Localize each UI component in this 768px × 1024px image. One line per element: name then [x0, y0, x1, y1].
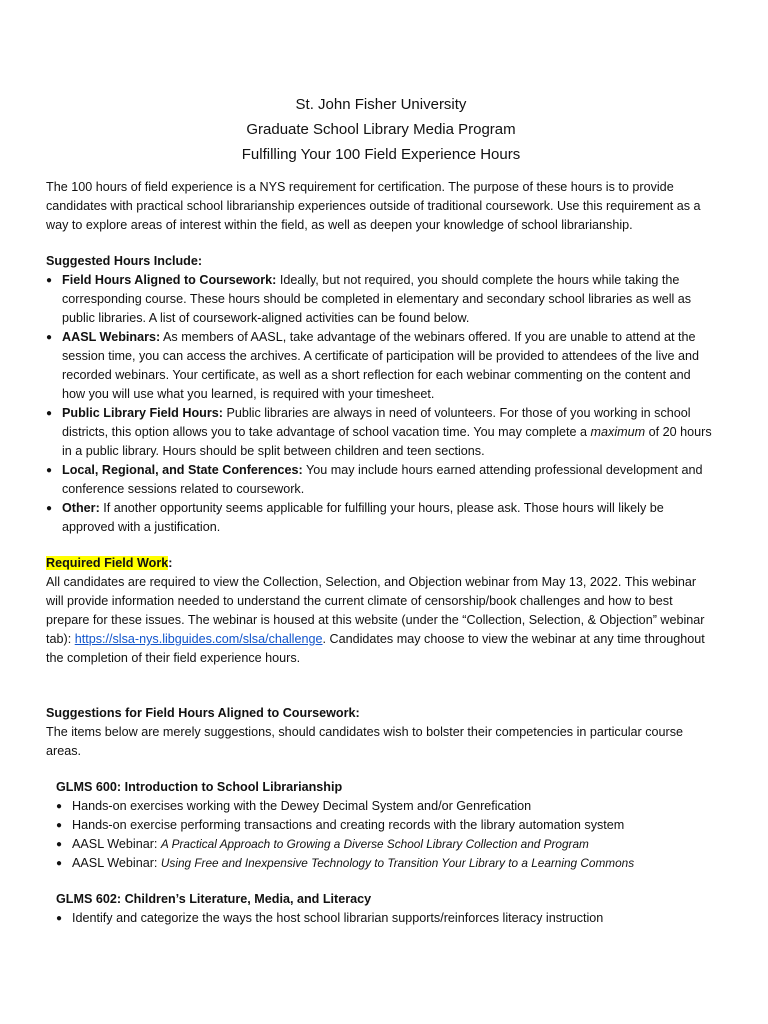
list-item — [46, 271, 716, 328]
required-field-work-section — [46, 554, 716, 668]
activity-text: AASL Webinar: — [72, 856, 161, 870]
required-field-work-heading: Required Field Work — [46, 556, 169, 570]
item-label: Field Hours Aligned to Coursework: — [62, 273, 277, 287]
item-emphasis: maximum — [590, 425, 646, 439]
document-header — [46, 92, 716, 167]
list-item — [56, 835, 716, 854]
document-title: Fulfilling Your 100 Field Experience Hours — [241, 146, 521, 163]
course-title: GLMS 602: Children’s Literature, Media, and Literacy — [56, 892, 372, 906]
activity-text: Hands-on exercise performing transactions and creating records with the library automation system — [72, 818, 625, 832]
webinar-title: Using Free and Inexpensive Technology to Transition Your Library to a Learning Commons — [160, 856, 635, 870]
list-item — [46, 328, 716, 404]
list-item — [46, 404, 716, 461]
webinar-title: A Practical Approach to Growing a Diverse School Library Collection and Program — [160, 837, 589, 851]
coursework-intro: The items below are merely suggestions, should candidates wish to bolster their competencies in particular course areas. — [46, 725, 683, 758]
item-text: As members of AASL, take advantage of the webinars offered. If you are unable to attend at the session time, you can access the archives. A certificate of participation will be provided to attendees of the live and recorded webinars. Your certificate, as well as a short reflection for each webinar commenting on the content and how you will use what you learned, is required with your timesheet. — [62, 330, 700, 401]
heading-colon: : — [168, 556, 173, 570]
item-label: Public Library Field Hours: — [62, 406, 223, 420]
list-item — [46, 499, 716, 537]
item-label: AASL Webinars: — [62, 330, 161, 344]
required-text: All candidates are required to view the Collection, Selection, and Objection webinar from May 13, 2022. This webinar will provide information needed to understand the current climate of censorship/book challenges and how to best prepare for these issues. The webinar is housed at this website (under the “Collection, Selection, & Objection” webinar tab): — [46, 575, 705, 646]
list-item — [56, 816, 716, 835]
item-text: If another opportunity seems applicable for fulfilling your hours, please ask. Those hours will likely be approved with a justification. — [62, 501, 664, 534]
suggested-hours-list — [46, 271, 716, 537]
challenge-webinar-link[interactable]: https://slsa-nys.libguides.com/slsa/challenge — [74, 632, 323, 646]
item-label: Local, Regional, and State Conferences: — [62, 463, 303, 477]
course-activity-list — [56, 797, 716, 873]
item-text: You may include hours earned attending professional development and conference sessions related to coursework. — [62, 463, 703, 496]
item-text: Ideally, but not required, you should complete the hours while taking the corresponding course. These hours should be completed in elementary and secondary school libraries as well as public libraries. A list of coursework-aligned activities can be found below. — [62, 273, 692, 325]
list-item — [56, 854, 716, 873]
suggested-hours-section — [46, 252, 716, 537]
required-heading-line — [46, 554, 716, 573]
course-glms-602 — [46, 890, 716, 928]
intro-paragraph: The 100 hours of field experience is a NYS requirement for certification. The purpose of these hours is to provide candidates with practical school librarianship experiences outside of traditional coursework. Use this requirement as a way to explore areas of interest within the field, as well as deepen your knowledge of school librarianship. — [46, 180, 701, 232]
coursework-heading: Suggestions for Field Hours Aligned to Coursework: — [46, 706, 360, 720]
coursework-suggestions-section — [46, 704, 716, 928]
required-paragraph — [46, 573, 716, 668]
university-name: St. John Fisher University — [295, 96, 467, 113]
activity-text: Hands-on exercises working with the Dewey Decimal System and/or Genrefication — [72, 799, 532, 813]
course-title: GLMS 600: Introduction to School Librarianship — [56, 780, 343, 794]
list-item — [46, 461, 716, 499]
item-text: of 20 hours in a public library. Hours should be split between children and teen sections. — [62, 425, 712, 458]
suggested-hours-heading: Suggested Hours Include: — [46, 254, 203, 268]
list-item — [56, 909, 716, 928]
item-label: Other: — [62, 501, 100, 515]
required-text-end: . Candidates may choose to view the webinar at any time throughout the completion of their field experience hours. — [46, 632, 705, 665]
list-item — [56, 797, 716, 816]
course-activity-list — [56, 909, 716, 928]
course-glms-600 — [46, 778, 716, 873]
activity-text: Identify and categorize the ways the host school librarian supports/reinforces literacy instruction — [72, 911, 604, 925]
program-name: Graduate School Library Media Program — [246, 121, 516, 138]
activity-text: AASL Webinar: — [72, 837, 161, 851]
item-text: Public libraries are always in need of volunteers. For those of you working in school districts, this option allows you to take advantage of school vacation time. You may complete a — [62, 406, 691, 439]
